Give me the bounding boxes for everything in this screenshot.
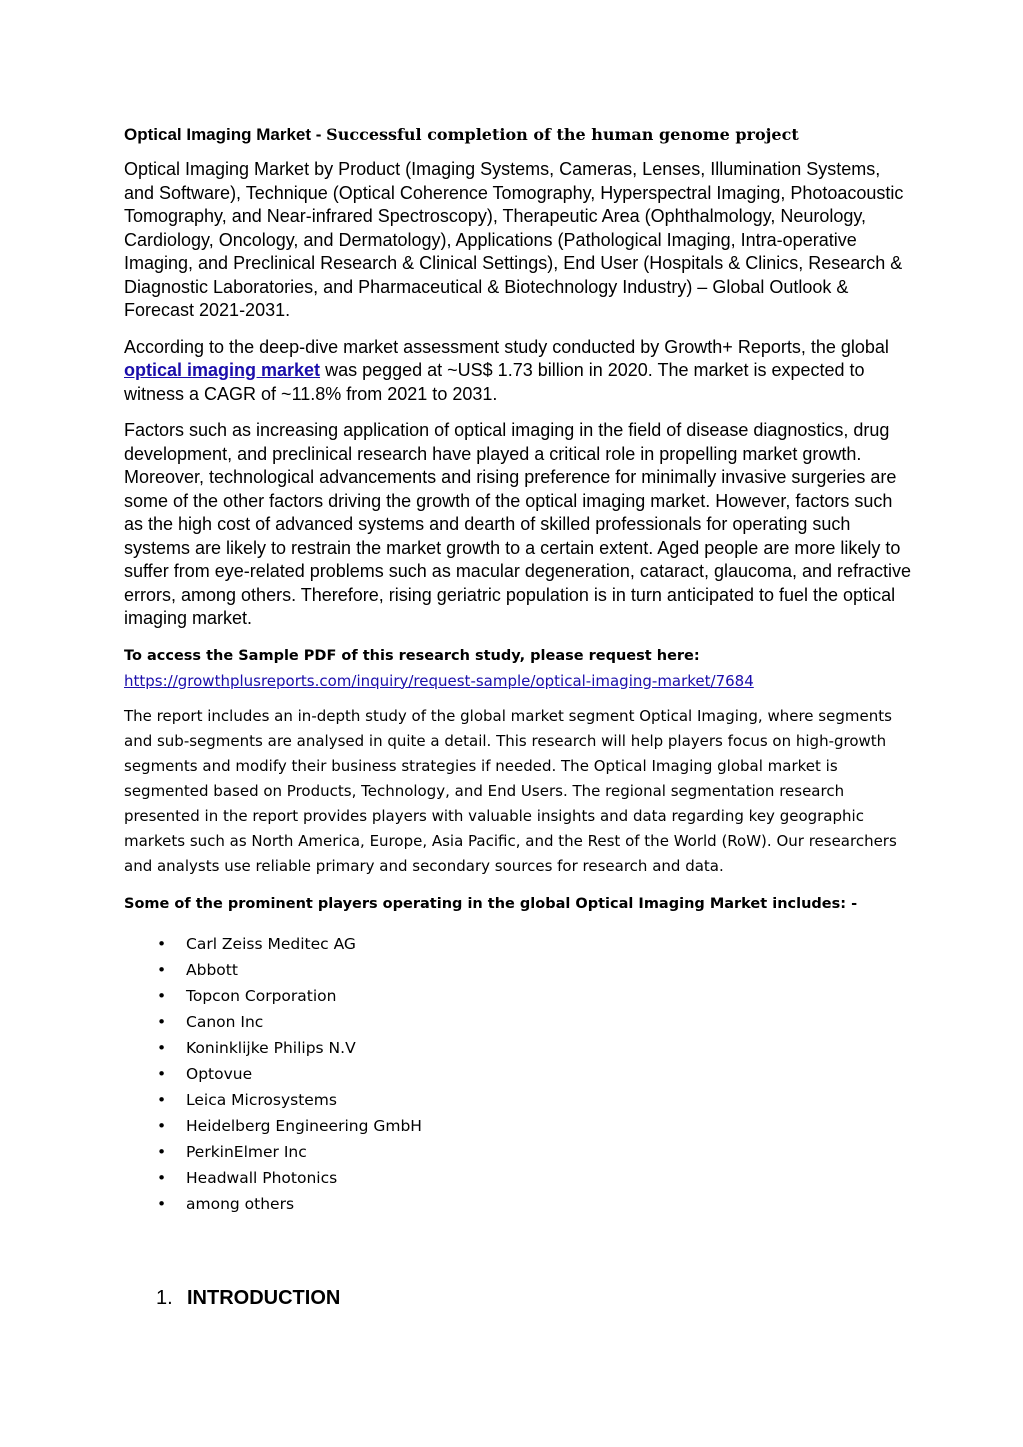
bullet-icon: •: [157, 1142, 167, 1161]
optical-imaging-market-link[interactable]: optical imaging market: [124, 360, 321, 380]
section-heading: [124, 1287, 914, 1313]
page-title: [124, 124, 914, 146]
intro-paragraph: Optical Imaging Market by Product (Imaging Systems, Cameras, Lenses, Illumination Systems, and Software), Technique (Optical Coherence Tomography, Hyperspectral Imaging, Photoacoustic Tomography, and Near-infrared Spectroscopy), Therapeutic Area (Ophthalmology, Neurology, Cardiology, Oncology, and Dermatology), Applications (Pathological Imaging, Intra-operative Imaging, and Preclinical Research & Clinical Settings), End User (Hospitals & Clinics, Research & Diagnostic Laboratories, and Pharmaceutical & Biotechnology Industry) – Global Outlook & Forecast 2021-2031.: [124, 159, 904, 320]
bullet-icon: •: [157, 1168, 167, 1187]
study-text-after: was pegged at ~US$ 1.73 billion in 2020. The market is expected to witness a CAGR of ~11.8% from 2021 to 2031.: [124, 360, 865, 404]
list-item: [124, 957, 914, 983]
sample-request-link-line: [124, 669, 914, 694]
bullet-icon: •: [157, 1038, 167, 1057]
bullet-icon: •: [157, 1064, 167, 1083]
study-paragraph: [124, 336, 914, 407]
study-text-before: According to the deep-dive market assessment study conducted by Growth+ Reports, the global: [124, 336, 889, 357]
player-name: Koninklijke Philips N.V: [186, 1038, 356, 1057]
list-item: [124, 983, 914, 1009]
player-name: Abbott: [186, 960, 238, 979]
report-paragraph: The report includes an in-depth study of the global market segment Optical Imaging, where segments and sub-segments are analysed in quite a detail. This research will help players focus on high-growth segments and modify their business strategies if needed. The Optical Imaging global market is segmented based on Products, Technology, and End Users. The regional segmentation research presented in the report provides players with valuable insights and data regarding key geographic markets such as North America, Europe, Asia Pacific, and the Rest of the World (RoW). Our researchers and analysts use reliable primary and secondary sources for research and data.: [124, 706, 897, 875]
list-item: [124, 1165, 914, 1191]
players-list: [124, 931, 914, 1217]
player-name: Topcon Corporation: [186, 986, 337, 1005]
factors-paragraph: Factors such as increasing application of optical imaging in the field of disease diagnostics, drug development, and preclinical research have played a critical role in propelling market growth. Moreover, technological advancements and rising preference for minimally invasive surgeries are some of the other factors driving the growth of the optical imaging market. However, factors such as the high cost of advanced systems and dearth of skilled professionals for operating such systems are likely to restrain the market growth to a certain extent. Aged people are more likely to suffer from eye-related problems such as macular degeneration, cataract, glaucoma, and refractive errors, among others. Therefore, rising geriatric population is in turn anticipated to fuel the optical imaging market.: [124, 420, 912, 628]
player-name: Optovue: [186, 1064, 253, 1083]
list-item: [124, 1139, 914, 1165]
player-name: Headwall Photonics: [186, 1168, 338, 1187]
list-item: [124, 1009, 914, 1035]
player-name: Heidelberg Engineering GmbH: [186, 1116, 422, 1135]
title-subtitle: Successful completion of the human genome project: [326, 125, 799, 144]
bullet-icon: •: [157, 934, 167, 953]
sample-request-label: To access the Sample PDF of this research study, please request here:: [124, 647, 700, 664]
section-number: 1.: [156, 1286, 173, 1309]
player-name: PerkinElmer Inc: [186, 1142, 307, 1161]
bullet-icon: •: [157, 960, 167, 979]
player-name: Carl Zeiss Meditec AG: [186, 934, 356, 953]
list-item: [124, 1191, 914, 1217]
bullet-icon: •: [157, 1194, 167, 1213]
players-heading: Some of the prominent players operating in the global Optical Imaging Market includes: -: [124, 895, 858, 912]
list-item: [124, 1035, 914, 1061]
bullet-icon: •: [157, 986, 167, 1005]
sample-request-link[interactable]: https://growthplusreports.com/inquiry/request-sample/optical-imaging-market/7684: [124, 671, 754, 690]
list-item: [124, 1113, 914, 1139]
document-page: [124, 124, 914, 1313]
section-title: INTRODUCTION: [187, 1286, 341, 1309]
title-lead: Optical Imaging Market -: [124, 125, 327, 144]
player-name: Canon Inc: [186, 1012, 264, 1031]
bullet-icon: •: [157, 1090, 167, 1109]
bullet-icon: •: [157, 1012, 167, 1031]
list-item: [124, 1061, 914, 1087]
player-name: Leica Microsystems: [186, 1090, 337, 1109]
list-item: [124, 1087, 914, 1113]
list-item: [124, 931, 914, 957]
bullet-icon: •: [157, 1116, 167, 1135]
player-name: among others: [186, 1194, 295, 1213]
